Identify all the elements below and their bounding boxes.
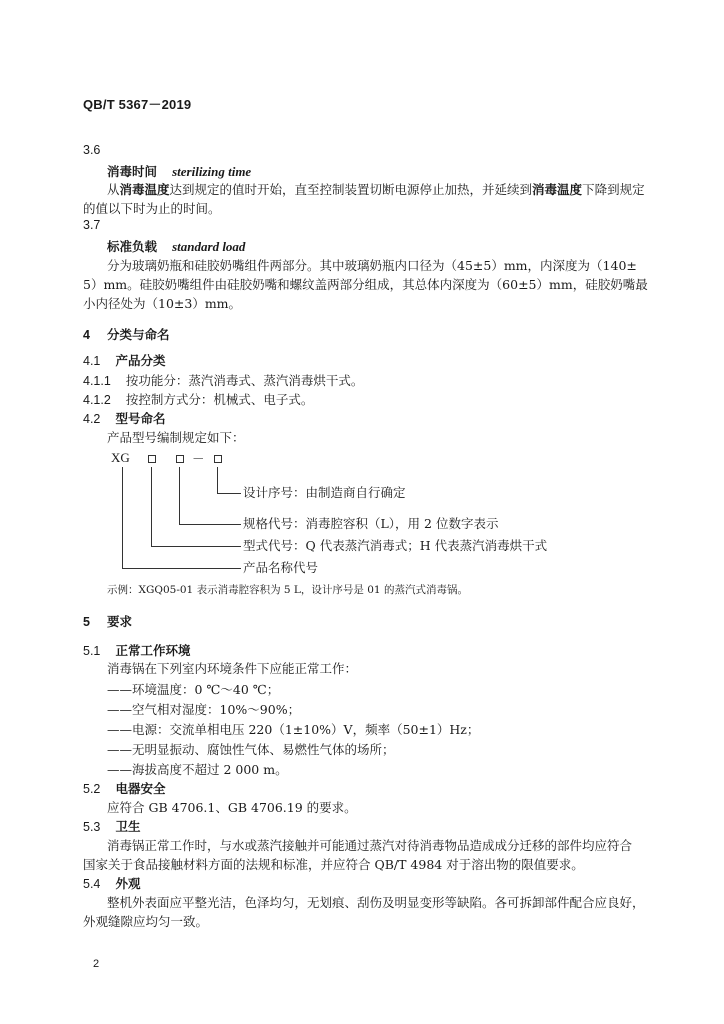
clause-title: 型号命名 <box>115 411 166 426</box>
page-number: 2 <box>93 958 100 970</box>
term-zh: 标准负载 <box>107 239 158 254</box>
clause-number: 5.4 <box>83 877 101 891</box>
leader-line <box>179 467 180 524</box>
clause-title: 产品分类 <box>115 353 166 368</box>
term-zh: 消毒时间 <box>107 164 158 179</box>
leader-line <box>217 493 241 494</box>
list-item: ——电源：交流单相电压 220（1±10%）V，频率（50±1）Hz； <box>107 722 480 737</box>
clause-number: 5.2 <box>83 782 101 796</box>
section-number: 4 <box>83 328 90 342</box>
clause-3-6-definition-line-2: 的值以下时为止的时间。 <box>83 201 221 216</box>
clause-text: 按功能分：蒸汽消毒式、蒸汽消毒烘干式。 <box>125 373 364 388</box>
clause-title: 电器安全 <box>115 781 166 796</box>
clause-number: 5.3 <box>83 820 101 834</box>
model-prefix: XG <box>111 450 130 465</box>
clause-5-3-line-1: 消毒锅正常工作时，与水或蒸汽接触并可能通过蒸汽对待消毒物品造成成分迁移的部件均应符合 <box>107 838 633 853</box>
list-item: ——无明显振动、腐蚀性气体、易燃性气体的场所； <box>107 742 395 757</box>
clause-number: 4.2 <box>83 412 101 426</box>
standard-number: QB/T 5367－2019 <box>83 97 192 112</box>
term-en: sterilizing time <box>172 164 252 179</box>
list-item: ——空气相对湿度：10%～90%； <box>107 702 301 717</box>
leader-line <box>151 546 241 547</box>
def-text: 从 <box>107 182 120 197</box>
term-en: standard load <box>172 239 246 254</box>
list-item: ——海拔高度不超过 2 000 m。 <box>107 762 288 777</box>
clause-5-4-line-1: 整机外表面应平整光洁，色泽均匀，无划痕、刮伤及明显变形等缺陷。各可拆卸部件配合应良好， <box>107 895 645 910</box>
leader-line <box>179 524 241 525</box>
model-box-type <box>148 455 156 463</box>
clause-5-1-heading <box>83 640 191 659</box>
clause-text: 按控制方式分：机械式、电子式。 <box>125 392 314 407</box>
clause-4-2-intro: 产品型号编制规定如下： <box>107 430 245 445</box>
clause-5-4-line-2: 外观缝隙应均匀一致。 <box>83 914 209 929</box>
clause-3-6-number: 3.6 <box>83 143 101 157</box>
leader-line <box>217 467 218 493</box>
clause-3-7-line-3: 小内径处为（10±3）mm。 <box>83 296 242 311</box>
clause-5-2-heading <box>83 778 166 797</box>
clause-number: 4.1.1 <box>83 374 111 388</box>
section-5-heading <box>83 611 132 630</box>
clause-3-7-line-1: 分为玻璃奶瓶和硅胶奶嘴组件两部分。其中玻璃奶瓶内口径为（45±5）mm，内深度为（140± <box>107 258 637 273</box>
label-spec-code: 规格代号：消毒腔容积（L），用 2 位数字表示 <box>243 516 499 531</box>
clause-3-7-line-2: 5）mm。硅胶奶嘴组件由硅胶奶嘴和螺纹盖两部分组成，其总体内深度为（60±5）mm，硅胶奶嘴最 <box>83 277 648 292</box>
section-title: 要求 <box>107 614 133 629</box>
section-title: 分类与命名 <box>107 327 170 342</box>
clause-title: 外观 <box>115 876 141 891</box>
model-box-spec <box>176 455 184 463</box>
clause-5-1-intro: 消毒锅在下列室内环境条件下应能正常工作： <box>107 661 358 676</box>
def-text: 下降到规定 <box>582 182 645 197</box>
clause-number: 5.1 <box>83 644 101 658</box>
clause-5-3-line-2: 国家关于食品接触材料方面的法规和标准，并应符合 QB/T 4984 对于溶出物的限值要求。 <box>83 857 584 872</box>
label-design-number: 设计序号：由制造商自行确定 <box>243 485 406 500</box>
model-box-design <box>214 455 222 463</box>
clause-3-7-number: 3.7 <box>83 218 101 232</box>
def-term-ref: 消毒温度 <box>532 182 583 197</box>
model-dash: － <box>192 451 205 466</box>
leader-line <box>151 467 152 546</box>
clause-5-2-text: 应符合 GB 4706.1、GB 4706.19 的要求。 <box>107 800 357 815</box>
label-product-name-code: 产品名称代号 <box>243 560 319 575</box>
clause-5-3-heading <box>83 816 141 835</box>
list-item: ——环境温度：0 ℃～40 ℃； <box>107 682 280 697</box>
label-type-code: 型式代号：Q 代表蒸汽消毒式；H 代表蒸汽消毒烘干式 <box>243 538 548 553</box>
def-term-ref: 消毒温度 <box>119 182 170 197</box>
clause-title: 卫生 <box>115 819 141 834</box>
example-note: 示例：XGQ05-01 表示消毒腔容积为 5 L，设计序号是 01 的蒸汽式消毒锅。 <box>107 584 468 596</box>
def-text: 达到规定的值时开始，直至控制装置切断电源停止加热，并延续到 <box>169 182 533 197</box>
clause-number: 4.1.2 <box>83 393 111 407</box>
clause-title: 正常工作环境 <box>115 643 191 658</box>
leader-line <box>122 568 241 569</box>
section-number: 5 <box>83 615 90 629</box>
clause-number: 4.1 <box>83 354 101 368</box>
clause-5-4-heading <box>83 873 141 892</box>
leader-line <box>122 467 123 568</box>
